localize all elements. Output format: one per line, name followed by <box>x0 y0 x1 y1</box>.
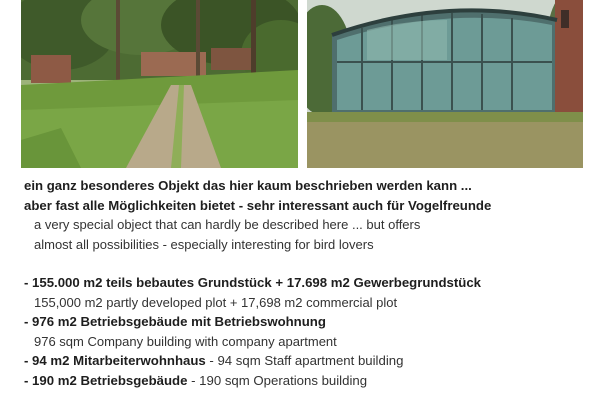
intro-heading-line-2: aber fast alle Möglichkeiten bietet - sehr interessant auch für Vogelfreunde <box>24 197 492 213</box>
feature-plot-en: 155,000 m2 partly developed plot + 17,698 m2 commercial plot <box>34 294 398 310</box>
feature-operations-building-de: - 190 m2 Betriebsgebäude <box>24 372 188 388</box>
grounds-path-image <box>21 0 298 168</box>
feature-staff-house-de: - 94 m2 Mitarbeiterwohnhaus <box>24 353 206 368</box>
photo-glass-building <box>307 0 583 168</box>
feature-staff-house-en: - 94 sqm Staff apartment building <box>205 353 404 368</box>
intro-heading-line-1: ein ganz besonderes Objekt das hier kaum beschrieben werden kann ... <box>24 178 472 193</box>
photo-grounds-path <box>21 0 298 168</box>
feature-operations-building <box>24 371 594 391</box>
feature-staff-house <box>24 351 594 371</box>
feature-company-building-en: 976 sqm Company building with company apartment <box>34 333 337 349</box>
spacer <box>24 254 594 273</box>
feature-company-building-de: - 976 m2 Betriebsgebäude mit Betriebswohnung <box>24 314 326 329</box>
listing-description <box>24 176 594 390</box>
glass-building-image <box>307 0 583 168</box>
intro-translation-line-1: a very special object that can hardly be described here ... but offers <box>34 217 421 232</box>
feature-plot-de: - 155.000 m2 teils bebautes Grundstück + 17.698 m2 Gewerbegrundstück <box>24 275 481 290</box>
intro-translation-line-2: almost all possibilities - especially interesting for bird lovers <box>34 236 374 252</box>
feature-operations-building-en: - 190 sqm Operations building <box>187 372 368 388</box>
